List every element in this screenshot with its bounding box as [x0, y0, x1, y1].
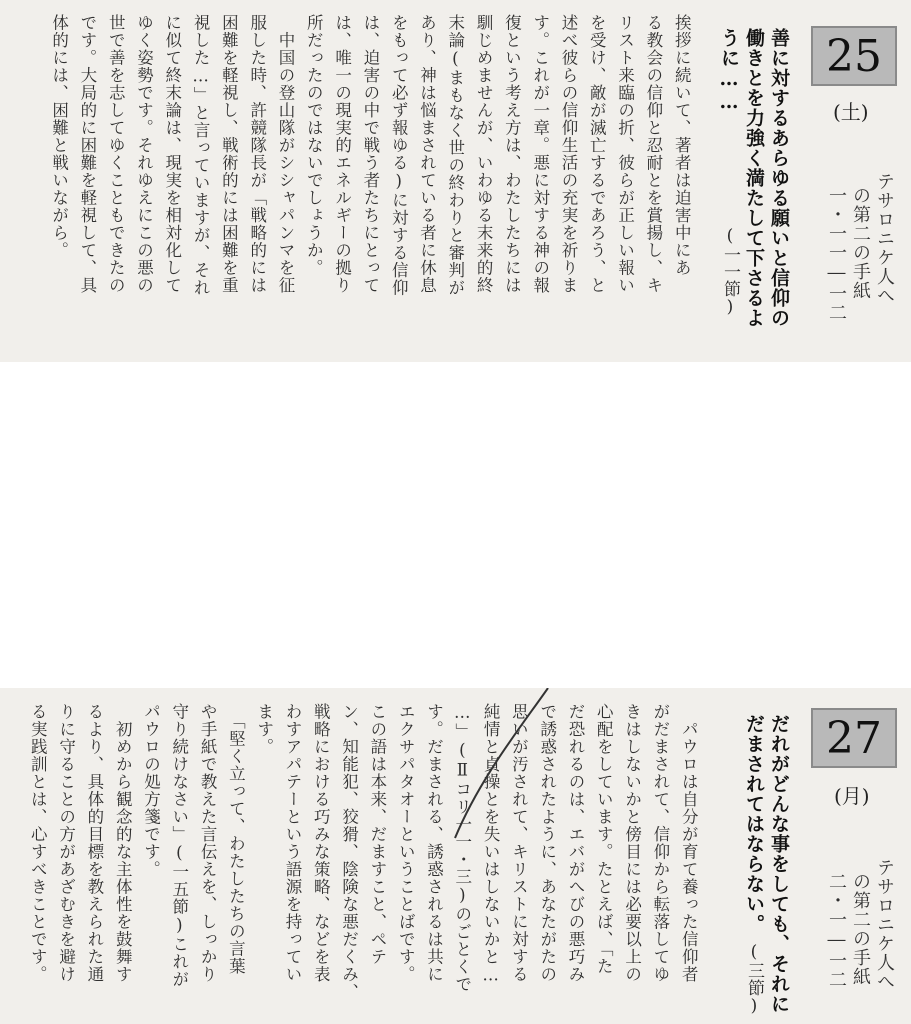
body-text-column: で誘惑されたように、あなたがたの [537, 703, 557, 983]
verse-line: だれがどんな事をしても、それに [768, 714, 790, 1014]
verse-citation: (一一節) [720, 226, 740, 317]
body-text-column: だ恐れるのは、エバがへびの悪巧み [566, 703, 585, 983]
body-text-column: るより、具体的目標を教えられた通 [84, 703, 104, 983]
scripture-reference-line: 二・一―一二 [826, 872, 847, 989]
body-text-column: ン、知能犯、狡猾、陰険な悪だくみ、 [339, 703, 359, 1001]
scripture-reference-line: テサロニケ人へ [874, 172, 895, 305]
body-text-column: 体的には、困難と戦いながら。 [49, 14, 69, 259]
body-text-column: わすアパテーという語源を持ってい [283, 703, 302, 983]
entry-day-25 [0, 0, 911, 362]
body-text-column: 述べ彼らの信仰生活の充実を祈りま [559, 14, 578, 294]
body-text-column: ゆく姿勢です。それゆえにこの悪の [134, 14, 154, 294]
day-number: 25 [826, 30, 882, 82]
body-text-column: を受け、敵が滅亡するであろう、と [587, 14, 607, 294]
body-text-column: 馴じめませんが、いわゆる末来的終 [474, 14, 494, 294]
body-text-column: 思いが汚されて、キリストに対する [509, 703, 529, 983]
body-text-column: あり、神は悩まされている者に休息 [417, 14, 437, 294]
body-text-column: 復という考え方は、わたしたちには [502, 14, 522, 294]
body-text-column: 所だったのではないでしょうか。 [304, 14, 324, 277]
body-text-column: 末論(まもなく世の終わりと審判が [445, 14, 465, 297]
scripture-reference-line: の第二の手紙 [850, 872, 871, 986]
body-text-column: です。大局的に困難を軽視して、具 [77, 14, 97, 294]
day-number-box [811, 26, 897, 86]
body-text-column: …」(Ⅱコリ一一・三)のごとくで [452, 703, 472, 993]
body-text-column: エクサパタオーということばです。 [396, 703, 416, 983]
entry-day-27 [0, 688, 911, 1024]
body-text-column: きはしないかと傍目には必要以上の [622, 703, 642, 983]
weekday-label: (土) [833, 100, 869, 124]
body-text-column: 視した…」と言っていますが、それ [191, 14, 211, 297]
body-text-column: 純情と貞操とを失いはしないかと… [481, 703, 501, 986]
body-text-column: は、唯一の現実的エネルギーの拠り [332, 14, 352, 294]
body-text-column: は、迫害の中で戦う者たちにとって [360, 14, 380, 294]
body-text-column: す。これが一章。悪に対する神の報 [530, 14, 550, 294]
body-text-column: や手紙で教えた言伝えを、しっかり [198, 703, 218, 983]
body-text-column: 中国の登山隊がシシャパンマを征 [276, 14, 295, 294]
scripture-reference-line: テサロニケ人へ [874, 858, 895, 991]
body-text-column: る実践訓とは、心すべきことです。 [28, 703, 48, 983]
weekday-label: (月) [834, 784, 870, 808]
body-text-column: 心配をしています。たとえば、「た [594, 703, 614, 975]
body-text-column: リスト来臨の折、彼らが正しい報い [615, 14, 635, 294]
body-text-column: ます。 [254, 703, 274, 756]
body-text-column: 服した時、許競隊長が「戦略的には [247, 14, 267, 294]
scripture-reference-line: 一・一一―一二 [826, 186, 847, 322]
body-text-column: 困難を軽視し、戦術的には困難を重 [219, 14, 239, 294]
body-text-column: る教会の信仰と忍耐とを賞揚し、キ [643, 14, 663, 294]
day-number: 27 [826, 712, 882, 764]
verse-line: 働きとを力強く満たして下さるよ [743, 28, 765, 328]
day-number-box [811, 708, 897, 768]
body-text-column: 「堅く立って、わたしたちの言葉 [226, 703, 246, 975]
body-text-column: をもって必ず報ゆる)に対する信仰 [389, 14, 409, 297]
body-text-column: がだまされて、信仰から転落してゆ [650, 703, 670, 983]
body-text-column: す。だまされる、誘惑されるは共に [424, 703, 444, 983]
verse-line: 善に対するあらゆる願いと信仰の [768, 28, 790, 328]
verse-citation: (三節) [744, 942, 764, 1016]
body-text-column: りに守ることの方があざむきを避け [56, 703, 76, 983]
body-text-column: 世で善を志してゆくこともできたの [106, 14, 126, 294]
body-text-column: 挨拶に続いて、著者は迫害中にあ [672, 14, 692, 277]
verse-line: うに…… [718, 28, 740, 114]
body-text-column: 守り続けなさい」(一五節)これが [169, 703, 189, 988]
verse-line: だまされてはならない。 [743, 714, 765, 934]
body-text-column: に似て終末論は、現実を相対化して [162, 14, 182, 294]
body-text-column: この語は本来、だますこと、ペテ [367, 703, 387, 966]
body-text-column: 初めから観念的な主体性を鼓舞す [113, 703, 133, 983]
scripture-reference-line: の第二の手紙 [850, 186, 871, 300]
body-text-column: パウロは自分が育て養った信仰者 [679, 703, 699, 983]
body-text-column: 戦略における巧みな策略、などを表 [311, 703, 331, 983]
body-text-column: パウロの処方箋です。 [141, 703, 161, 878]
